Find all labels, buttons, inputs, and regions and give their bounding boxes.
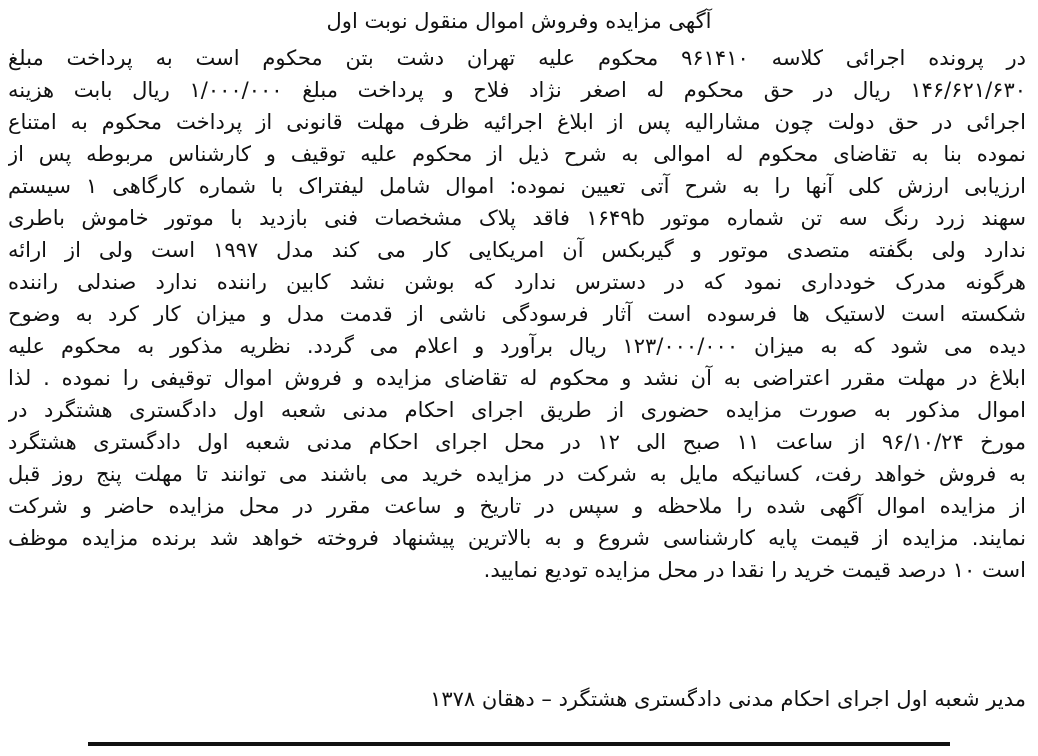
notice-line: سهند زرد رنگ سه تن شماره موتور ۱۶۴۹b فاقد پلاک مشخصات فنی بازدید با موتور خاموش باطری <box>8 206 1026 230</box>
notice-line: اموال مذکور به صورت مزایده حضوری از طریق اجرای احکام مدنی شعبه اول دادگستری هشتگرد در <box>8 398 1026 422</box>
bottom-divider <box>88 742 950 746</box>
notice-line: نمایند. مزایده از قیمت پایه کارشناسی شروع و به بالاترین پیشنهاد فروخته خواهد شد برنده مزایده موظف <box>8 526 1026 550</box>
notice-line: دیده می شود که به میزان ۱۲۳/۰۰۰/۰۰۰ ریال برآورد و اعلام می گردد. نظریه مذکور به محکوم علیه <box>8 334 1026 358</box>
notice-line: شکسته است لاستیک ها فرسوده است آثار فرسودگی ناشی از قدمت مدل و میزان کار کرد به وضوح <box>8 302 1026 326</box>
notice-line: مورخ ۹۶/۱۰/۲۴ از ساعت ۱۱ صبح الی ۱۲ در محل اجرای احکام مدنی شعبه اول دادگستری هشتگرد <box>8 430 1026 454</box>
notice-line: نموده بنا به تقاضای محکوم له اموالی به شرح ذیل از محکوم علیه توقیف و کارشناس مربوطه پس از <box>8 142 1026 166</box>
notice-line: به فروش خواهد رفت، کسانیکه مایل به شرکت در مزایده خرید می باشند می توانند تا مهلت پنج روز قبل <box>8 462 1026 486</box>
notice-line: اجرائی در حق دولت چون مشارالیه پس از ابلاغ اجرائیه ظرف مهلت قانونی از پرداخت محکوم به امتناع <box>8 110 1026 134</box>
notice-title: آگهی مزایده وفروش اموال منقول نوبت اول <box>326 9 712 33</box>
notice-line: در پرونده اجرائی کلاسه ۹۶۱۴۱۰ محکوم علیه تهران دشت بتن محکوم است به پرداخت مبلغ <box>8 46 1026 70</box>
notice-line: ۱۴۶/۶۲۱/۶۳۰ ریال در حق محکوم له اصغر نژاد فلاح و پرداخت مبلغ ۱/۰۰۰/۰۰۰ ریال بابت هزینه <box>8 78 1026 102</box>
notice-body <box>8 42 1026 586</box>
notice-line: است ۱۰ درصد قیمت خرید را نقدا در محل مزایده تودیع نمایید. <box>483 558 1026 582</box>
notice-signature: مدیر شعبه اول اجرای احکام مدنی دادگستری هشتگرد – دهقان ۱۳۷۸ <box>430 687 1026 711</box>
notice-line: ارزیابی ارزش کلی آنها را به شرح آتی تعیین نموده: اموال شامل لیفتراک با شماره کارگاهی ۱ سیستم <box>8 174 1026 198</box>
notice-line: هرگونه مدرک خودداری نمود که در دسترس ندارد که بوشن نشد کابین راننده ندارد صندلی راننده <box>8 270 1026 294</box>
notice-line: ابلاغ در مهلت مقرر اعتراضی به آن نشد و محکوم له تقاضای مزایده و فروش اموال توقیفی را نموده . لذا <box>8 366 1026 390</box>
notice-line: ندارد ولی بگفته متصدی موتور و گیربکس آن امریکایی کار می کند مدل ۱۹۹۷ است ولی از ارائه <box>8 238 1026 262</box>
notice-line: از مزایده اموال آگهی شده را ملاحظه و سپس در تاریخ و ساعت مقرر در محل مزایده حاضر و شرکت <box>8 494 1026 518</box>
